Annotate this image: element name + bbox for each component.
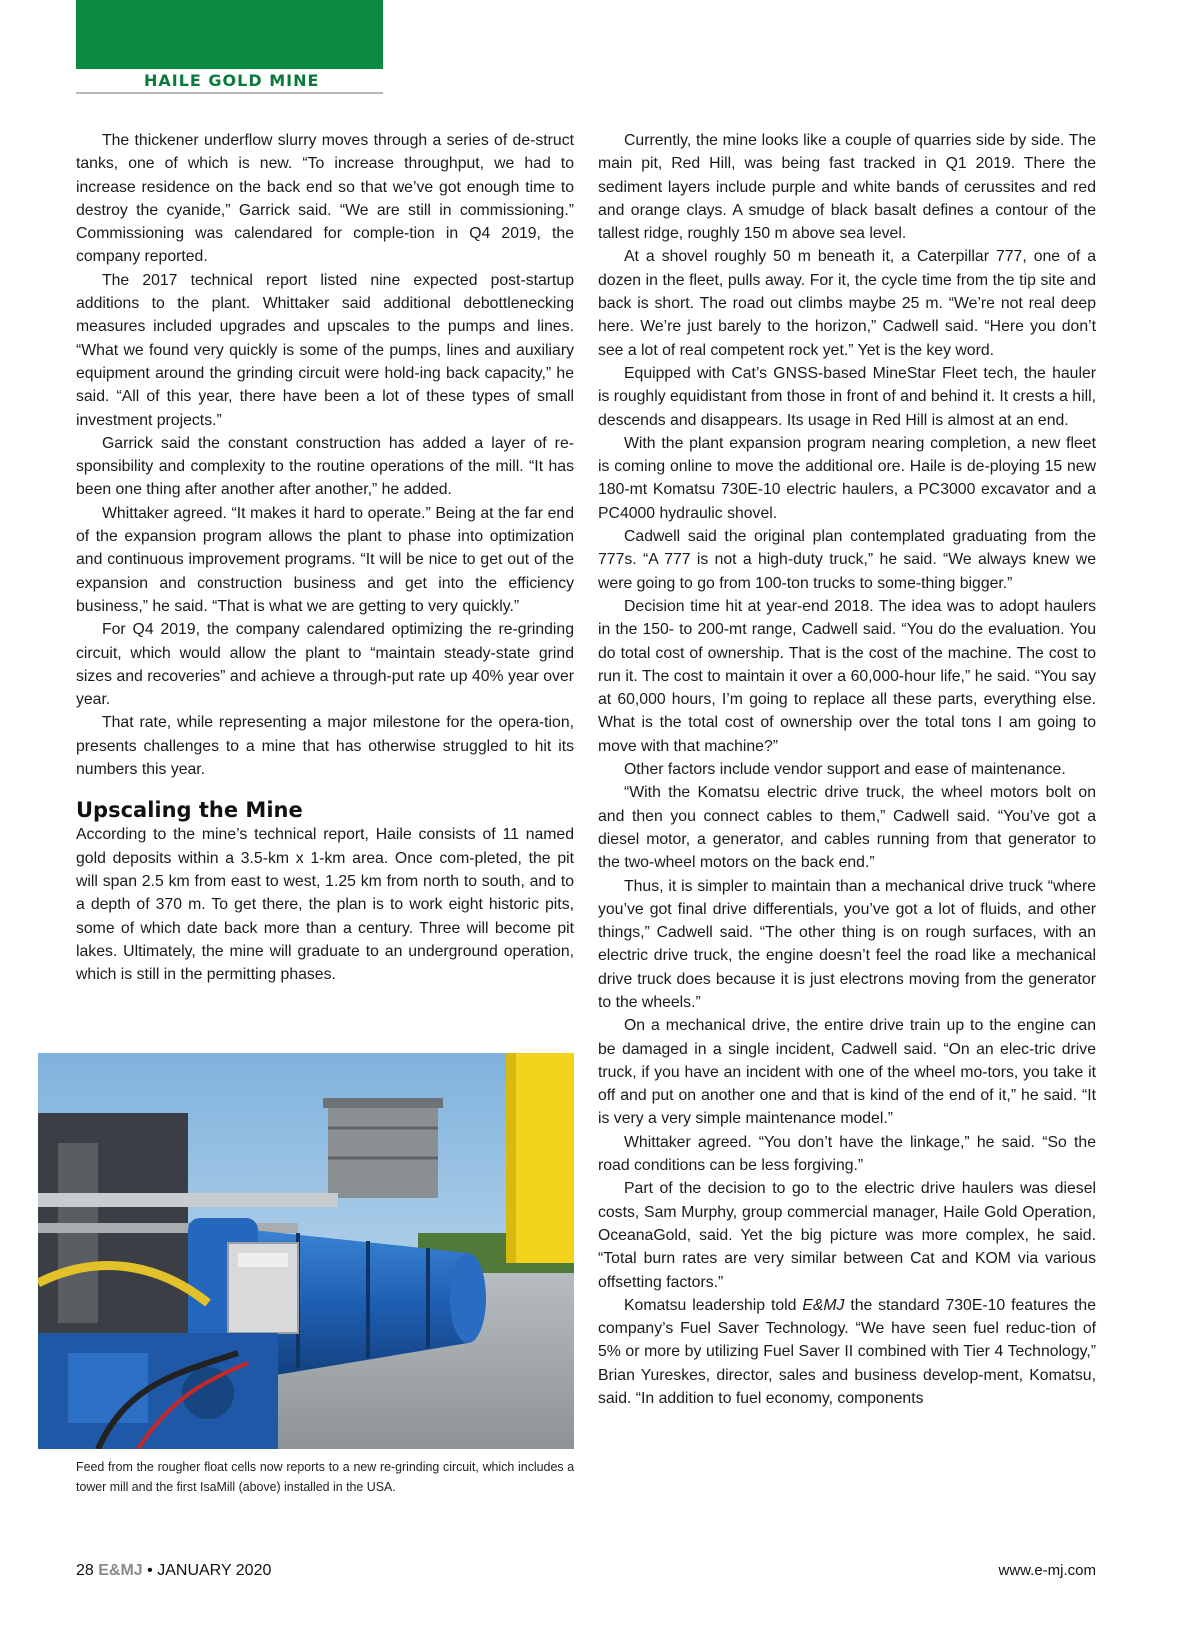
body-paragraph: On a mechanical drive, the entire drive train up to the engine can be damaged in a single incident, Cadwell said. “On an elec-tric drive truck, if you have an incident with one of the wheel mo-tors, you take it off and put on another one and that is kind of the end of it,” he said. “It is very a very simple maintenance model.”	[598, 1017, 1096, 1128]
body-paragraph: That rate, while representing a major milestone for the opera-tion, presents challenges to a mine that has otherwise struggled to hit its numbers this year.	[76, 714, 574, 779]
subheading: Upscaling the Mine	[76, 798, 303, 823]
body-paragraph: According to the mine’s technical report, Haile consists of 11 named gold deposits within a 3.5-km x 1-km area. Once com-pleted, the pit will span 2.5 km from east to west, 1.25 km from north to south, and to a depth of 370 m. To get there, the plan is to work eight historic pits, some of which date back more than a century. Three will become pit lakes. Ultimately, the mine will graduate to an underground operation, which is still in the permitting phases.	[76, 826, 574, 984]
body-paragraph: Cadwell said the original plan contemplated graduating from the 777s. “A 777 is not a high-duty truck,” he said. “We always knew we were going to go from 100-ton trucks to some-thing bigger.”	[598, 528, 1096, 592]
website-link[interactable]: www.e-mj.com	[998, 1562, 1096, 1579]
text-run: the standard 730E-10 features the company’s Fuel Saver Technology. “We have seen fuel reduc-tion of 5% or more by utilizing Fuel Saver II combined with Tier 4 Technology,” Brian Yureskes, director, sales and business develop-ment, Komatsu, said. “In addition to fuel economy, components	[598, 1296, 1096, 1408]
magazine-brand: E&MJ	[98, 1562, 143, 1579]
body-paragraph: Part of the decision to go to the electric drive haulers was diesel costs, Sam Murphy, group commercial manager, Haile Gold Operation, OceanaGold, said. Yet the big picture was more complex, he said. “Total burn rates are very similar between Cat and KOM via various offsetting factors.”	[598, 1180, 1096, 1291]
photo-caption: Feed from the rougher float cells now reports to a new re-grinding circuit, which includes a tower mill and the first IsaMill (above) installed in the USA.	[76, 1459, 575, 1494]
body-paragraph: Equipped with Cat’s GNSS-based MineStar Fleet tech, the hauler is roughly equidistant from those in front of and behind it. It crests a hill, descends and disappears. Its usage in Red Hill is almost at an end.	[598, 364, 1096, 429]
body-paragraph: The thickener underflow slurry moves through a series of de-struct tanks, one of which is new. “To increase throughput, we had to increase residence on the back end so that we’ve got enough time to destroy the cyanide,” Garrick said. “We are still in commissioning.” Commissioning was calendared for comple-tion in Q4 2019, the company reported.	[76, 132, 574, 266]
page-number: 28	[76, 1562, 94, 1579]
body-paragraph: At a shovel roughly 50 m beneath it, a Caterpillar 777, one of a dozen in the fleet, pulls away. For it, the cycle time from the tip site and back is short. The road out climbs maybe 25 m. “We’re not real deep here. We’re just barely to the horizon,” Cadwell said. “Here you don’t see a lot of real competent rock yet.” Yet is the key word.	[598, 248, 1096, 359]
body-paragraph: The 2017 technical report listed nine expected post-startup additions to the plant. Whittaker said additional debottlenecking measures included upgrades and upscales to the pumps and lines. “What we found very quickly is some of the pumps, lines and auxiliary equipment around the grinding circuit were hold-ing back capacity,” he said. “All of this year, there have been a lot of these types of small investment projects.”	[76, 271, 574, 429]
body-paragraph: Whittaker agreed. “You don’t have the linkage,” he said. “So the road conditions can be less forgiving.”	[598, 1133, 1096, 1175]
header-accent-bar	[76, 0, 383, 69]
footer-separator: •	[147, 1562, 153, 1579]
isamill-photo	[38, 1053, 574, 1449]
body-paragraph: Decision time hit at year-end 2018. The idea was to adopt haulers in the 150- to 200-mt range, Cadwell said. “You do the evaluation. You do total cost of ownership. That is the cost of the machine. The cost to run it. The cost to maintain it over a 60,000-hour life,” he said. “You say at 60,000 hours, I’m going to replace all these parts, everything else. What is the total cost of ownership over the total tons I am going to move with that machine?”	[598, 597, 1096, 755]
body-paragraph: Currently, the mine looks like a couple of quarries side by side. The main pit, Red Hill, was being fast tracked in Q1 2019. There the sediment layers include purple and white bands of cerussites and red and orange clays. A smudge of black basalt defines a contour of the tallest ridge, roughly 150 m above sea level.	[598, 132, 1096, 243]
body-paragraph: For Q4 2019, the company calendared optimizing the re-grinding circuit, which would allow the plant to “maintain steady-state grind sizes and recoveries” and achieve a through-put rate up 40% year over year.	[76, 621, 574, 709]
page-footer-left	[76, 1562, 271, 1580]
magazine-name: E&MJ	[802, 1296, 845, 1314]
section-label: HAILE GOLD MINE	[76, 70, 383, 94]
text-run: Komatsu leadership told	[624, 1296, 803, 1314]
body-paragraph: Other factors include vendor support and ease of maintenance.	[624, 761, 1066, 779]
issue-date: JANUARY 2020	[157, 1562, 272, 1579]
right-column	[598, 129, 1096, 1410]
body-paragraph: Whittaker agreed. “It makes it hard to operate.” Being at the far end of the expansion program allows the plant to phase into optimization and continuous improvement programs. “It will be nice to get out of the expansion and construction business and get into the efficiency business,” he said. “That is what we are getting to very quickly.”	[76, 504, 574, 615]
left-column	[76, 129, 574, 986]
body-paragraph: Garrick said the constant construction has added a layer of re-sponsibility and complexity to the routine operations of the mill. “It has been one thing after another after another,” he added.	[76, 434, 574, 499]
body-paragraph: Thus, it is simpler to maintain than a mechanical drive truck “where you’ve got final drive differentials, you’ve got a lot of fluids, and other things,” Cadwell said. “The other thing is on rough surfaces, with an electric drive truck, the engine doesn’t feel the road like a mechanical drive truck does because it is just electrons moving from the generator to the wheels.”	[598, 877, 1096, 1011]
body-paragraph	[598, 1294, 1096, 1410]
body-paragraph: “With the Komatsu electric drive truck, the wheel motors bolt on and then you connect cables to them,” Cadwell said. “You’ve got a diesel motor, a generator, and cables running from that generator to the two-wheel motors on the back end.”	[598, 784, 1096, 872]
body-paragraph: With the plant expansion program nearing completion, a new fleet is coming online to move the additional ore. Haile is de-ploying 15 new 180-mt Komatsu 730E-10 electric haulers, a PC3000 excavator and a PC4000 hydraulic shovel.	[598, 434, 1096, 522]
